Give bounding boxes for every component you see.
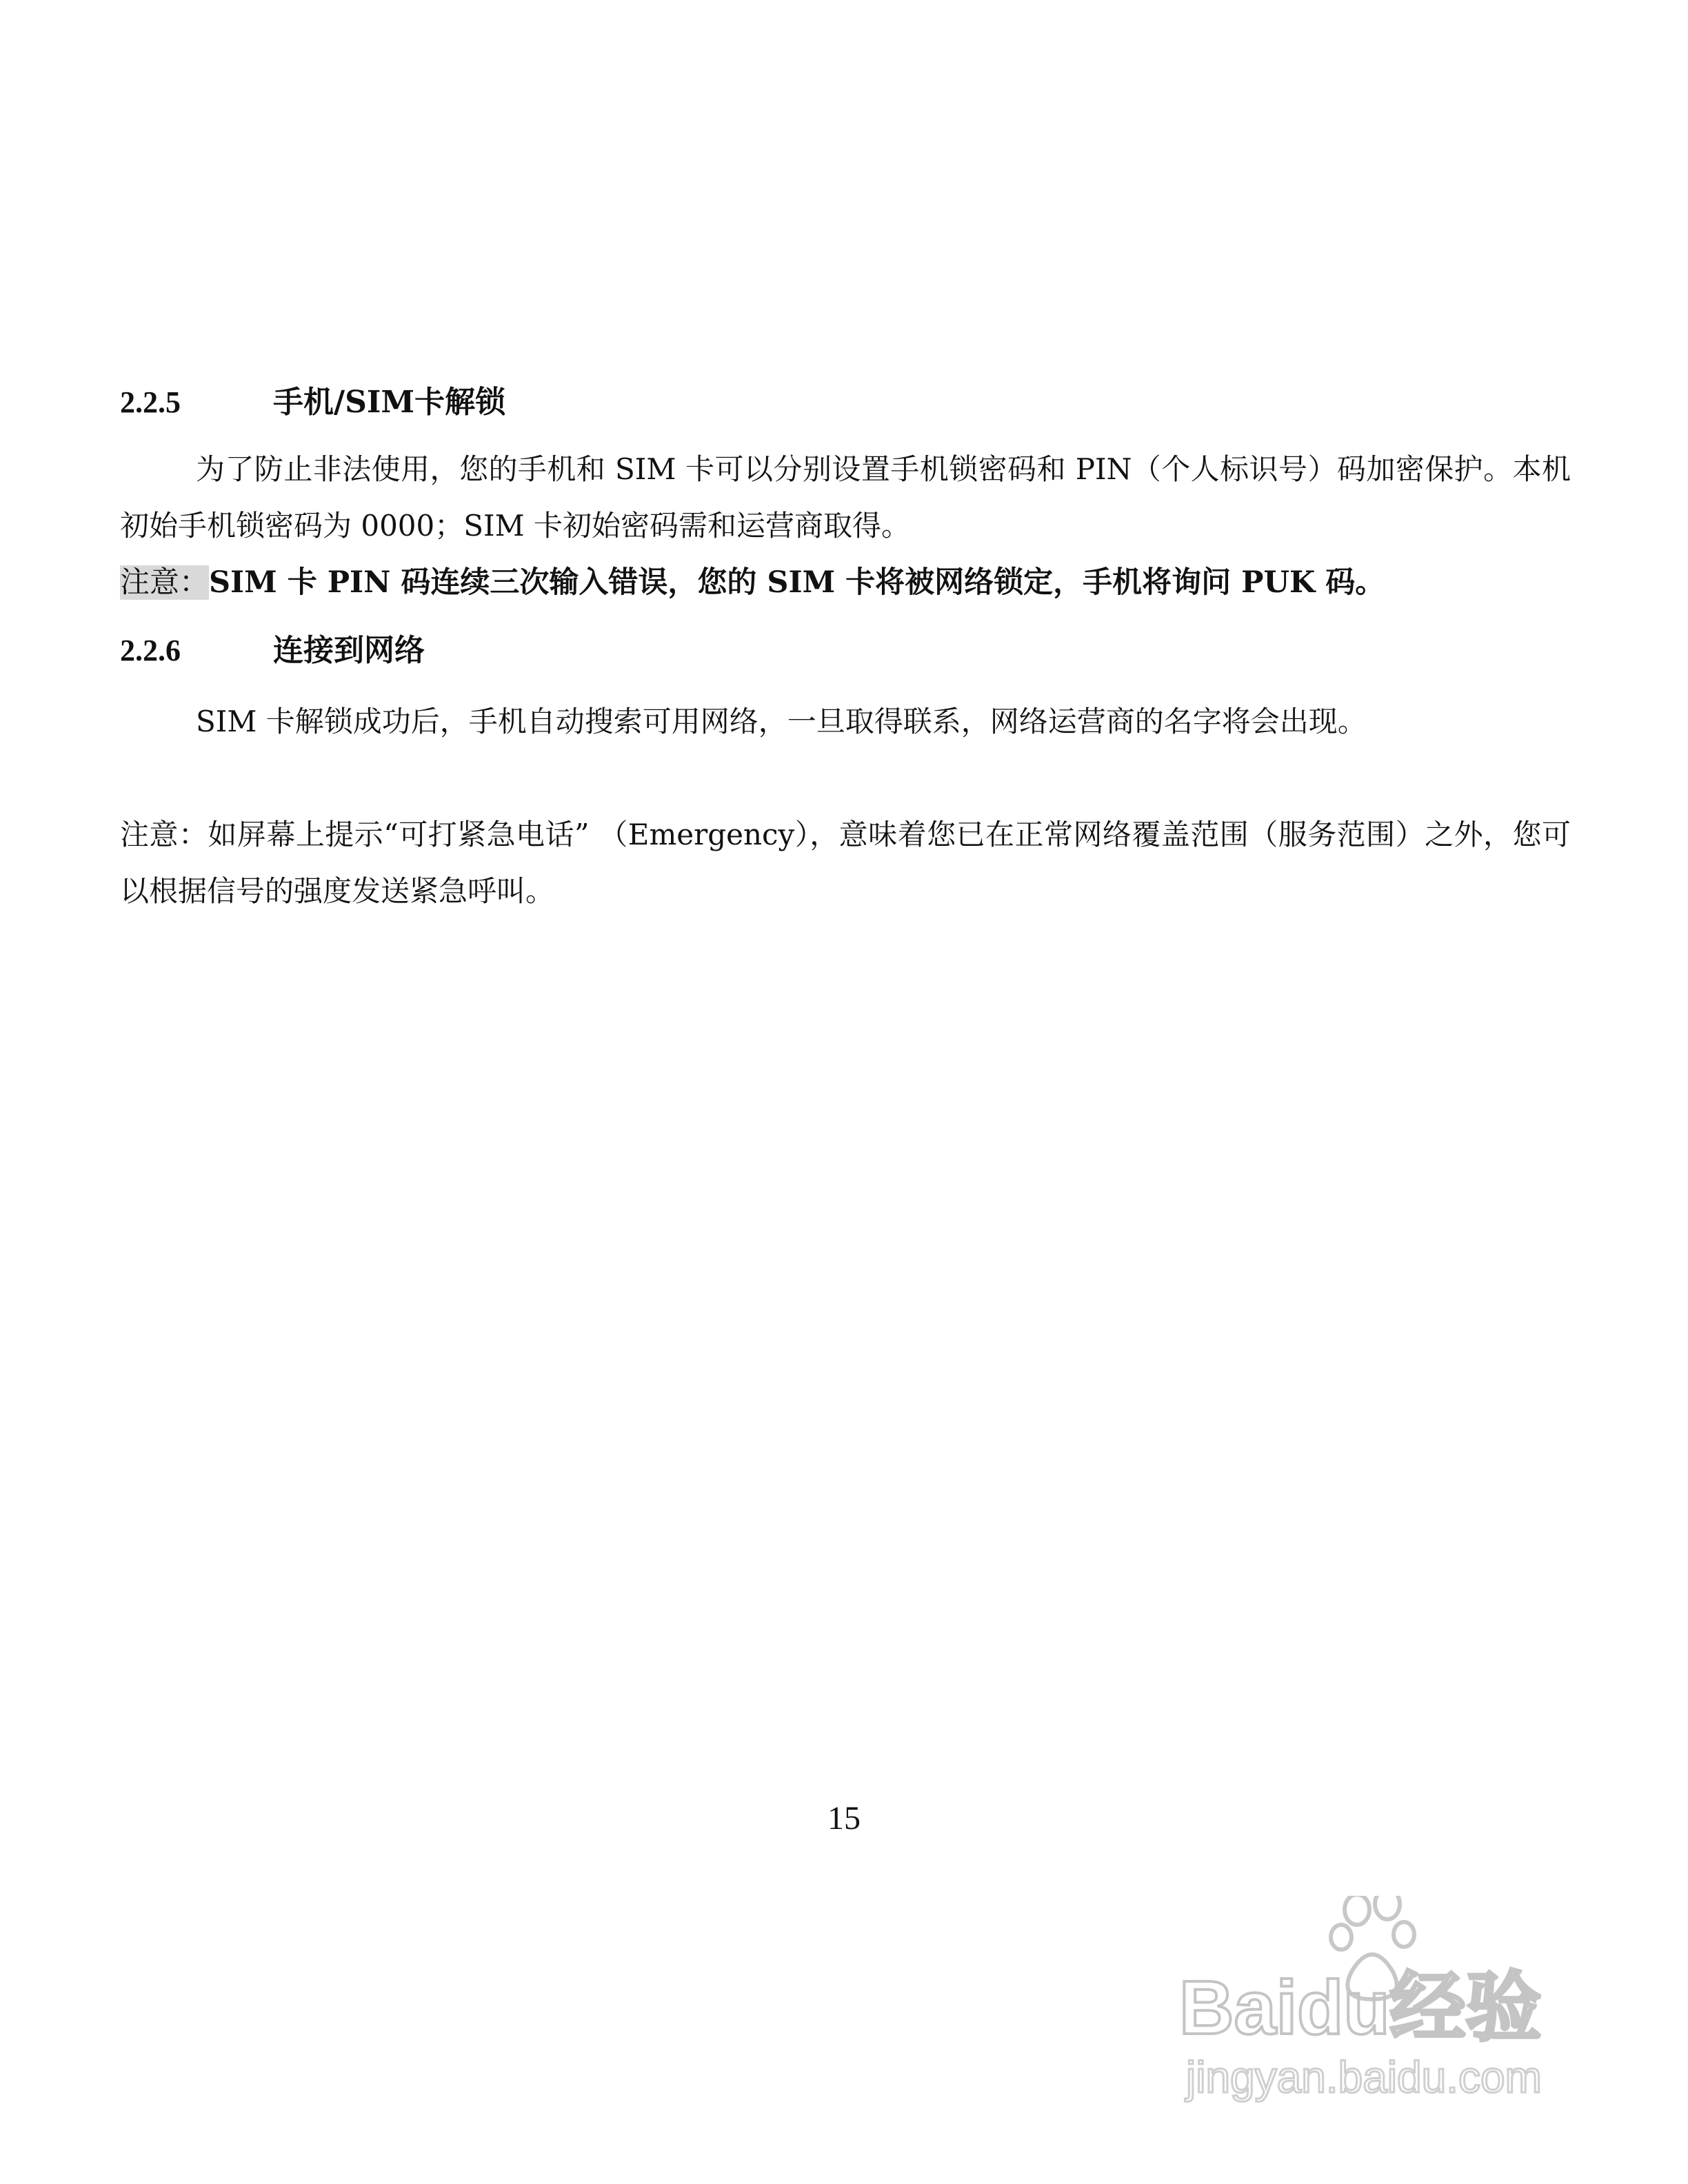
page-number: 15	[827, 1800, 861, 1837]
section-title: 连接到网络	[273, 633, 425, 668]
section-number: 2.2.5	[120, 385, 181, 419]
section-2-2-6-paragraph: SIM 卡解锁成功后，手机自动搜索可用网络，一旦取得联系，网络运营商的名字将会出现。	[196, 705, 1367, 738]
note-text: SIM 卡 PIN 码连续三次输入错误，您的 SIM 卡将被网络锁定，手机将询问 PUK 码。	[209, 565, 1385, 600]
watermark-url: jingyan.baidu.com	[1186, 2052, 1542, 2102]
section-title: 手机/SIM卡解锁	[273, 385, 506, 420]
baidu-watermark	[1172, 1896, 1586, 2103]
note-label: 注意：	[120, 565, 209, 600]
section-2-2-6-heading	[120, 631, 425, 670]
section-2-2-5-paragraph: 为了防止非法使用，您的手机和 SIM 卡可以分别设置手机锁密码和 PIN（个人标识号）码加密保护。本机初始手机锁密码为 0000；SIM 卡初始密码需和运营商取得。	[120, 452, 1571, 543]
watermark-brand: Baidu经验	[1179, 1965, 1542, 2050]
section-2-2-5-heading	[120, 383, 505, 422]
section-2-2-5-note	[120, 561, 1571, 604]
section-2-2-6-note: 注意：如屏幕上提示“可打紧急电话” （Emergency），意味着您已在正常网络覆盖范围（服务范围）之外，您可以根据信号的强度发送紧急呼叫。	[120, 818, 1571, 908]
section-number: 2.2.6	[120, 634, 181, 667]
baidu-paw-logo-icon	[1172, 1896, 1586, 2103]
